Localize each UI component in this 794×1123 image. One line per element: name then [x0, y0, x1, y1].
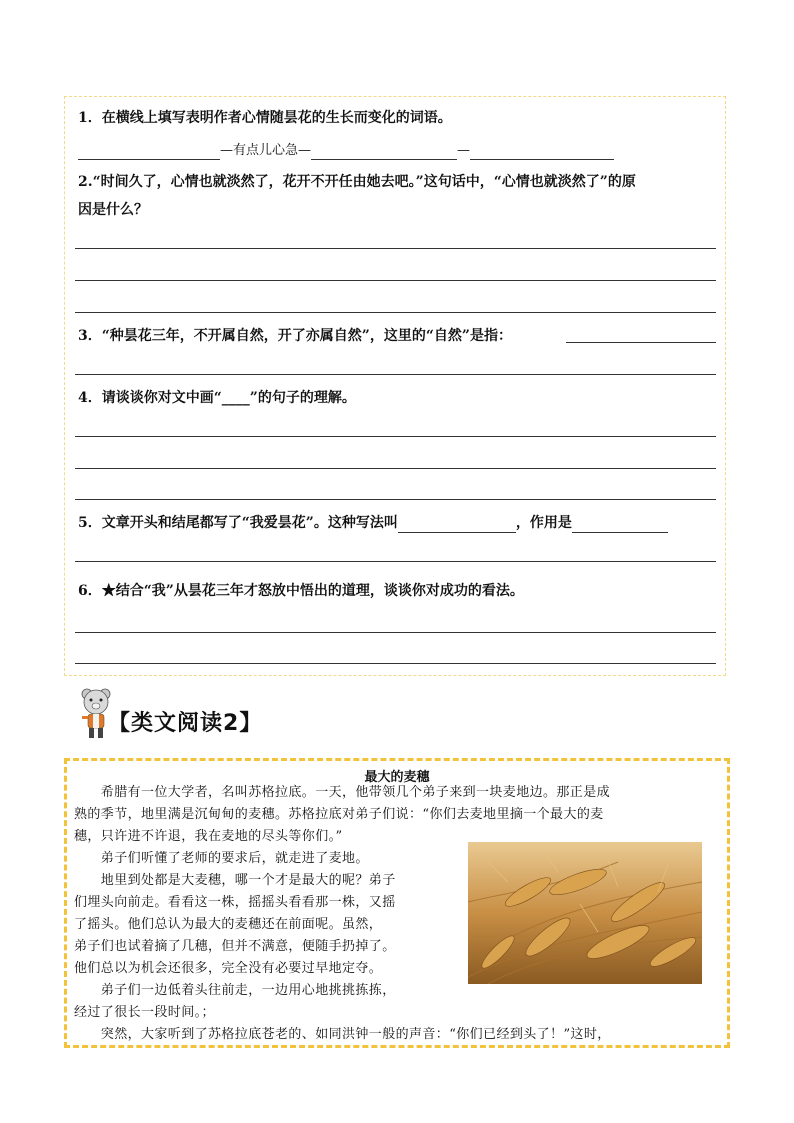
answer-line[interactable]	[75, 663, 716, 664]
question-5	[78, 513, 668, 533]
answer-line[interactable]	[75, 468, 716, 469]
answer-line[interactable]	[75, 374, 716, 375]
blank-1[interactable]	[78, 146, 220, 160]
section-title-text: 【类文阅读	[108, 711, 224, 736]
question-2-line-1: 2.“时间久了，心情也就淡然了，花开不开任由她去吧。”这句话中，“心情也就淡然了”的原	[78, 174, 636, 190]
reading-line: 经过了很长一段时间。；	[74, 1005, 215, 1020]
reading-line: 穗，只许进不许退，我在麦地的尽头等你们。”	[74, 829, 343, 844]
reading-line: 希腊有一位大学者，名叫苏格拉底。一天，他带领几个弟子来到一块麦地边。那正是成	[74, 785, 611, 800]
question-5-part-a: 5．文章开头和结尾都写了“我爱昙花”。这种写法叫	[78, 515, 398, 531]
answer-blank[interactable]	[398, 518, 516, 533]
question-5-part-b: ，作用是	[515, 515, 572, 531]
answer-line[interactable]	[75, 561, 716, 562]
answer-line[interactable]	[75, 632, 716, 633]
question-3: 3．“种昙花三年，不开属自然，开了亦属自然”，这里的“自然”是指：	[78, 328, 512, 344]
reading-line: 熟的季节，地里满是沉甸甸的麦穗。苏格拉底对弟子们说：“你们去麦地里摘一个最大的麦	[74, 807, 604, 822]
blank-3[interactable]	[470, 146, 614, 160]
answer-blank[interactable]	[572, 518, 668, 533]
section-title	[108, 706, 262, 737]
question-6: 6．★结合“我”从昙花三年才怒放中悟出的道理，谈谈你对成功的看法。	[78, 583, 524, 599]
question-1: 1．在横线上填写表明作者心情随昙花的生长而变化的词语。	[78, 110, 452, 126]
reading-line: 了摇头。他们总认为最大的麦穗还在前面呢。虽然，	[74, 917, 383, 932]
reading-line: 弟子们也试着摘了几穗，但并不满意，便随手扔掉了。	[74, 939, 396, 954]
reading-line: 他们总以为机会还很多，完全没有必要过早地定夺。	[74, 961, 383, 976]
question-1-mid-2: —	[457, 143, 471, 158]
question-1-mid-1: —有点儿心急—	[220, 143, 312, 158]
reading-line: 突然，大家听到了苏格拉底苍老的、如同洪钟一般的声音：“你们已经到头了！”这时，	[74, 1027, 611, 1042]
reading-title: 最大的麦穗	[364, 770, 430, 785]
question-1-blanks	[78, 142, 614, 160]
question-2-line-2: 因是什么？	[78, 202, 148, 218]
answer-line[interactable]	[75, 436, 716, 437]
section-title-number: 2】	[223, 711, 263, 736]
blank-2[interactable]	[311, 146, 457, 160]
wheat-field-image	[468, 842, 702, 984]
answer-line[interactable]	[75, 499, 716, 500]
answer-line[interactable]	[75, 280, 716, 281]
answer-line[interactable]	[75, 312, 716, 313]
reading-line: 们埋头向前走。看看这一株，摇摇头看看那一株，又摇	[74, 895, 396, 910]
answer-line[interactable]	[75, 248, 716, 249]
reading-line: 弟子们听懂了老师的要求后，就走进了麦地。	[74, 851, 369, 866]
question-4: 4．请谈谈你对文中画“____”的句子的理解。	[78, 390, 356, 406]
answer-blank[interactable]	[566, 342, 716, 343]
reading-line: 地里到处都是大麦穗，哪一个才是最大的呢？弟子	[74, 873, 396, 888]
reading-line: 弟子们一边低着头往前走，一边用心地挑挑拣拣，	[74, 983, 396, 998]
